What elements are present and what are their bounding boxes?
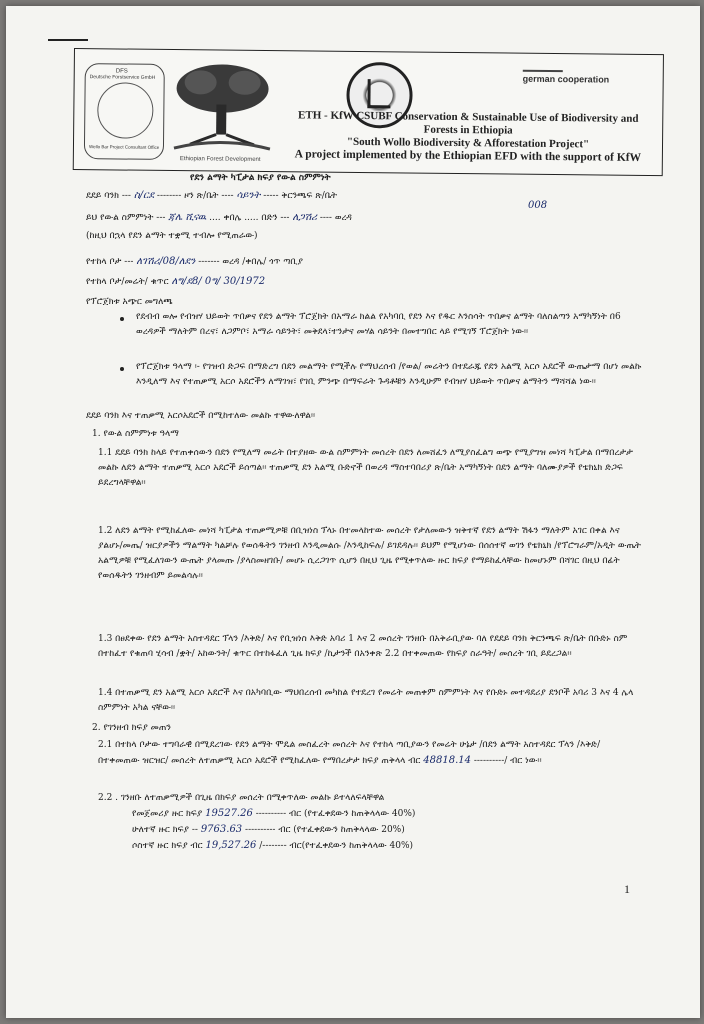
banner-title-line1: ETH - KfW CSUBF Conservation & Sustainable Use of Biodiversity and: [298, 109, 639, 125]
field-bank: ደደይ ባንክ --- ስ/ርደ -------- ዞን ጽ/ቤት ---- ሳይንት ----- ቅርንጫፍ ጽ/ቤት: [86, 190, 338, 201]
field-land-label: የተከላ ቦታ/መሬት/ ቁጥር: [86, 277, 169, 287]
payment-row: የመጀመሪያ ዙር ክፍያ 19527.26 ---------- ብር (የተፈቀደውን ከጠቅላላው 40%): [132, 808, 416, 819]
bullet-2: የፕሮጀክቱ ዓላማ ፡- የገዝብ ድጋፍ በማድረግ በደን መልማት የሚችሉ የማህረሰብ /የወል/ መሬትን በተደራጁ የደን አልሚ አርሶ አደሮች ውጤታማ በሆነ መልኩ እንዲለማ እና የተጠቃሚ አርሶ አደሮችን ለማገዝ፣ የገቢ ምንጭ በማፍራት ጉዳቶቹን እንዲሁም የብዝሃ ህይወት ጥበቃና ልማትን ማሻሻል ነው፡፡: [136, 362, 642, 387]
page-number: 1: [624, 882, 630, 896]
field-site-label: የተከላ ቦታ: [86, 257, 122, 267]
payment-note: ብር(የተፈቀደውን ከጠቅላላው 40%): [289, 841, 414, 851]
field-kebele-label: ቀበሌ: [223, 213, 242, 223]
total-amount: 48818.14: [423, 755, 471, 766]
field-woreda-label: ወረዳ: [334, 213, 352, 223]
payment-row: ሶስተኛ ዙር ክፍያ ብር 19,527.26 /-------- ብር(የተፈቀደውን ከጠቅላላው 40%): [132, 840, 414, 851]
dfs-logo: [84, 63, 165, 160]
payment-amount: 9763.63: [200, 824, 243, 835]
project-banner: [73, 48, 664, 176]
clause-2-1: 2.1 በተከላ ቦታው ተግባራዊ በሚደረገው የደን ልማት ሞዴል መስፈረት መሰረት እና የተከላ ጣቢያውን የመሬት ሁኔታ /በደን ልማት አስተዳደር ፕላን /እቅድ/ በተቀመጠው ዝርዝር/ መሰረት ለተጠቃሚ አርሶ አደሮች የሚከፈለው የማበረታታ ክፍያ ጠቅላላ ብር 48818.14 ----------/ ብር ነው፡፡: [98, 740, 601, 766]
payment-row: ሁለተኛ ዙር ክፍያ -- 9763.63 ---------- ብር (የተፈቀደውን ከጠቅላላው 20%): [132, 824, 405, 835]
tree-logo-icon: [170, 60, 275, 155]
payment-note: ብር (የተፈቀደውን ከጠቅላላው 40%): [288, 809, 416, 819]
section-2-heading: 2. የገንዘብ ክፍያ መጠን: [92, 723, 172, 733]
clause-2-2: 2.2 . ገንዘቡ ለተጠቃሚዎች በጊዜ በክፍያ መሰረት በሚቀጥለው መልኩ ይተላለፍላቸዋል: [98, 793, 385, 803]
section-1-heading: 1. የውል ስምምነቱ ዓላማ: [92, 429, 179, 439]
field-branch-label: ቅርንጫፍ ጽ/ቤት: [281, 191, 338, 201]
contract-number: 008: [528, 200, 548, 211]
german-cooperation-logo: german cooperation: [522, 73, 610, 85]
clause-1-1: 1.1 ደደይ ባንክ ከላይ የተጠቀሰውን በደን የሚለማ መሬት በተያዘው ውል ስምምነት መሰረት በደን ለመሸፈን ለሚያስፈልግ ወጭ የሚያግዝ መነሻ ካፒታል በማበረታታ መልኩ ለደን ልማት ተጠቃሚ አርሶ አደሮች ይሰጣል፡፡ ተጠቃሚ ደን አልሚ ቡድኖች በወረዳ ማስተባበሪያ ጽ/ቤት አማካኝነት በደን ልማት ባለሙያዎች የቴክኒክ ድጋፍ ይደረግላቸዋል፡፡: [98, 448, 633, 488]
bullet-dot: [120, 367, 124, 371]
banner-title-line2: Forests in Ethiopia: [423, 123, 513, 137]
payment-label: ሶስተኛ ዙር ክፍያ ብር: [132, 841, 203, 851]
payment-label: የመጀመሪያ ዙር ክፍያ: [132, 809, 203, 819]
dfs-subtitle: Deutsche Forstservice GmbH: [89, 74, 156, 81]
parties-line: ደደይ ባንክ እና ተጠቃሚ አርሶአደሮች በሚከተለው መልኩ ተዋውለዋል፡፡: [86, 411, 316, 421]
field-bank-label: ደደይ ባንክ: [86, 191, 119, 201]
field-land-value: ለግ/ደ8/ 0ግ/ 30/1972: [171, 276, 266, 287]
field-site-end: ወረዳ /ቀበሌ/ ጎጥ ጣቢያ: [222, 257, 303, 267]
clause-2-1-end: ብር ነው፡፡: [510, 756, 542, 766]
payment-label: ሁለተኛ ዙር ክፍያ: [132, 825, 189, 835]
field-site: የተከላ ቦታ --- ለገሽሪ/08/ለደን ------- ወረዳ /ቀበሌ/ ጎጥ ጣቢያ: [86, 256, 303, 267]
clause-2-1-text: 2.1 በተከላ ቦታው ተግባራዊ በሚደረገው የደን ልማት ሞዴል መስፈረት መሰረት እና የተከላ ጣቢያውን የመሬት ሁኔታ /በደን ልማት አስተዳደር ፕላን /እቅድ/ በተቀመጠው ዝርዝር/ መሰረት ለተጠቃሚ አርሶ አደሮች የሚከፈለው የማበረታታ ክፍያ ጠቅላላ ብር: [98, 740, 601, 766]
clause-1-3: 1.3 በፀደቀው የደን ልማት አስተዳደር ፕላን /እቅድ/ እና የቢዝነስ እቅድ አባሪ 1 እና 2 መሰረት ገንዘቡ በአቅራቢያው ባለ የደደይ ባንክ ቅርንጫፍ ጽ/ቤት በቡድኑ ስም በተከፈተ የቁጠባ ሂሳብ /ቋት/ አከውንት/ ቁጥር በተከፋፈለ ጊዜ ክፍያ /ኪታንች በአንቀጽ 2.2 በተቀመጠው የክፍያ ስራዓት/ መሰረት ገቢ ይደረጋል፡፡: [98, 634, 628, 659]
banner-title-line4: A project implemented by the Ethiopian EFD with the support of KfW: [294, 148, 642, 164]
efd-caption: Ethiopian Forest Development: [179, 156, 261, 163]
project-summary-heading: የፕሮጀክቱ አጭር መግለጫ: [86, 297, 173, 307]
gz-logo-line: [523, 70, 563, 72]
field-kebele-value: ጃሌ ሺናዉ: [168, 212, 207, 223]
field-contract-label: ይህ የውል ስምምነት: [86, 213, 154, 223]
field-note: (ከዚህ በኋላ የደን ልማት ተቋሚ ተብሎ የሚጠራው): [86, 231, 258, 241]
payment-amount: 19527.26: [205, 808, 253, 819]
field-site-value: ለገሽሪ/08/ለደን: [136, 256, 196, 267]
clause-1-2: 1.2 ለደን ልማት የሚከፈለው መነሻ ካፒታል ተጠቃሚዎቹ በቢዝነስ ፕላኑ በተመላከተው መሰረት የታለመውን ዝቅተኛ የደን ልማት ሽፋን ማለትም አገር በቀል እና ያልሆኑ/መጤ/ ዝርያዎችን ማልማት ካልቻሉ የወሰዱትን ገንዘብ እንዲመልሱ /እንዲከፍሉ/ ይገደዳሉ፡፡ ይህም የሚሆነው በሰሰተኛ ወገን የቴክኒክ /የፕሮግራም/አዲት ውጤት አልሚዎቹ የሚፈለገውን ውጤት ያላመጡ /ያላስመዘገቡ/ መሆኑ ሲረጋገጥ ሲሆን በዚህ ጊዜ የሚቀጥለው ዙር ክፍያ የማይከፈላቸው ከመሆኑም በሻገር በዚህ በፊት የወሰዱትን ገንዘብም ይመልሳሉ፡፡: [98, 526, 641, 581]
bullet-1: የደብብ ወሎ የብዝሃ ህይወት ጥበቃና የደን ልማት ፕሮጀክት በአማራ ክልል የአካባቢ የደን እና የዱር እንስሳት ጥበቃና ልማት ባለስልጣን አማካኝነት በ6 ወረዳዎች ማለትም በረና፣ ለጋምቦ፣ አማራ ሳይንት፣ መቅደላ፣ተንታና መሃል ሳይንት በመተግበር ላይ የሚገኝ ፕሮጀክት ነው፡፡: [136, 312, 621, 337]
document-heading: የደን ልማት ካፒታል ክፍያ የውል ስምምነት: [190, 173, 331, 183]
dfs-name: DFS: [115, 68, 128, 75]
field-zone-value: ሳይንት: [236, 190, 261, 201]
document-page: [6, 6, 700, 1018]
field-bank-value: ስ/ርደ: [133, 190, 155, 201]
banner-title: [278, 109, 659, 165]
payment-note: ብር (የተፈቀደውን ከጠቅላላው 20%): [278, 825, 405, 835]
payment-amount: 19,527.26: [205, 840, 257, 851]
dfs-bottom-text: Wello Bar Project Consultant Office: [88, 144, 160, 150]
field-zone-label: ዞን ጽ/ቤት: [184, 191, 219, 201]
field-contract: ይህ የውል ስምምነት --- ጃሌ ሺናዉ .... ቀበሌ ..... በድን --- ለጋሽሪ ---- ወረዳ: [86, 212, 352, 223]
field-woreda-value: ለጋሽሪ: [292, 212, 317, 223]
dfs-emblem-icon: [97, 82, 154, 139]
banner-title-line3: "South Wollo Biodiversity & Afforestation Project": [346, 135, 590, 151]
field-land: [86, 276, 265, 288]
bullet-dot: [120, 317, 124, 321]
field-group-label: በድን: [261, 213, 278, 223]
clause-1-4: 1.4 በተጠቃሚ ደን አልሚ አርሶ አደሮች እና በአካባቢው ማህበረሰብ መካከል የተደረገ የመሬት መጠቀም ስምምነት እና የቡድኑ መተዳደሪያ ደንቦች አባሪ 3 እና 4 ሌላ ስምምነት አካል ናቸው፡፡: [98, 688, 634, 713]
top-dash: [48, 39, 88, 41]
